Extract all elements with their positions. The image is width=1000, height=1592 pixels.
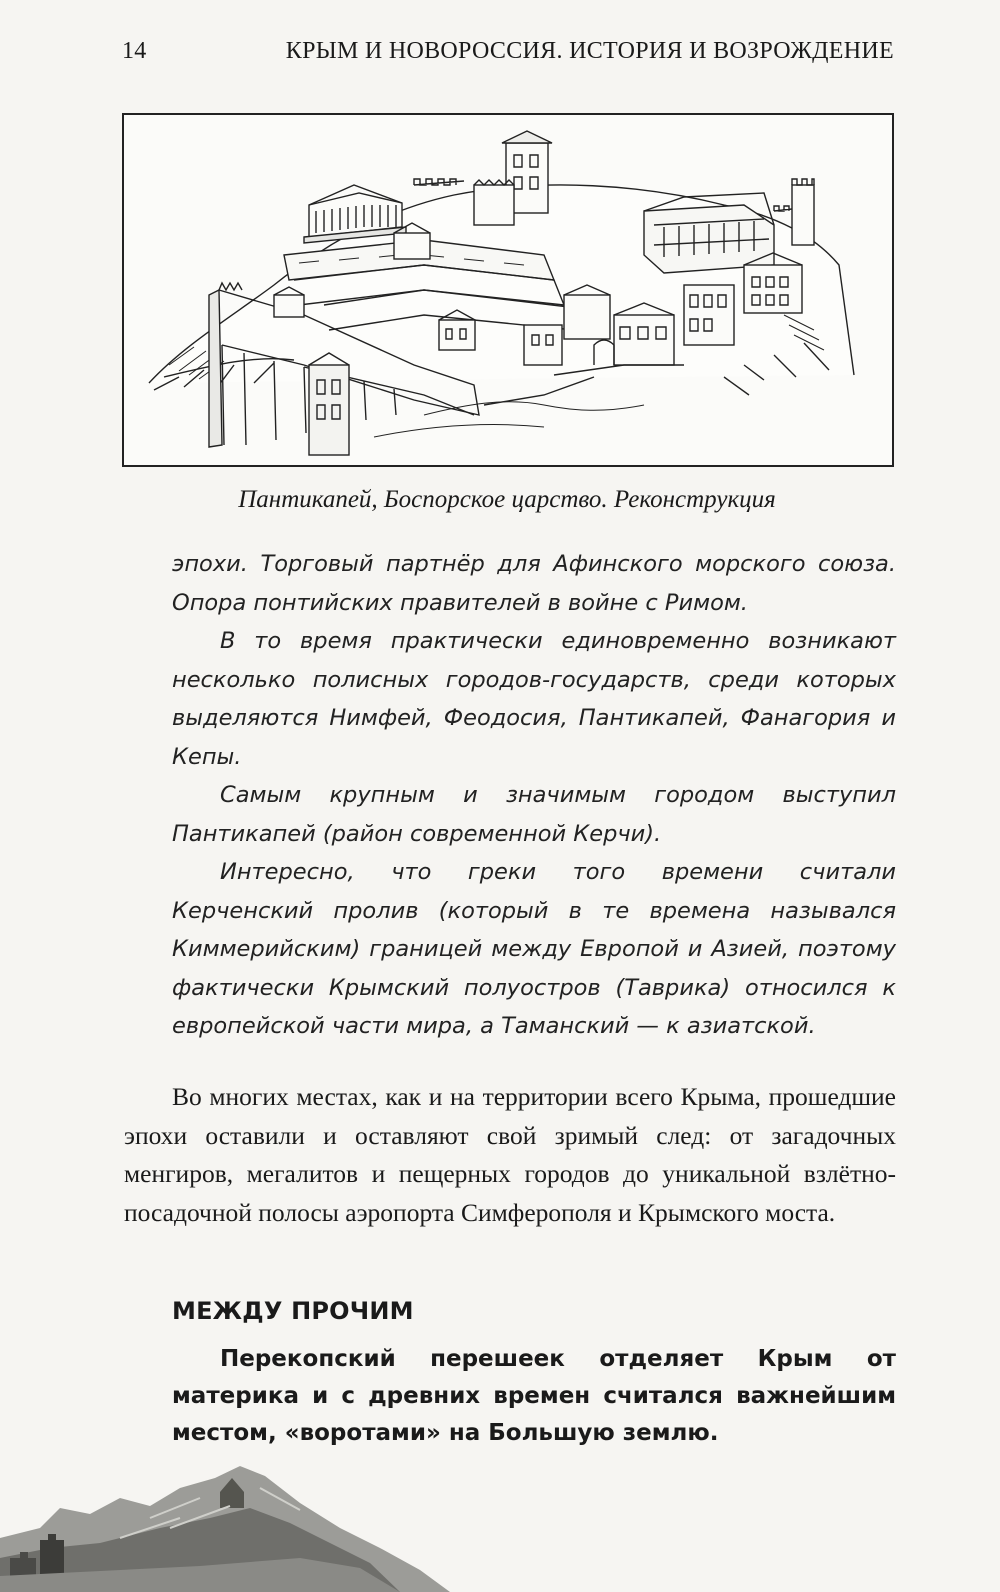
body-paragraph: Во многих местах, как и на территории всего Крыма, прошедшие эпохи оставили и оставляют свой зримый след: от загадочных менгиров, мегалитов и пещерных городов до уникальной взлётно-посадочной полосы аэропорта Симферополя и Крымского моста.	[124, 1082, 896, 1227]
page-number: 14	[122, 38, 147, 64]
page-header	[122, 38, 894, 72]
panticapaeum-reconstruction-illustration	[122, 113, 894, 467]
insert-paragraph: эпохи. Торговый партнёр для Афинского морского союза. Опора понтийских правителей в войне с Римом.	[172, 551, 896, 616]
ancient-city-drawing	[124, 115, 892, 465]
insert-paragraph: Интересно, что греки того времени считали Керченский пролив (который в те времена назывался Киммерийским) границей между Европой и Азией, поэтому фактически Крымский полуостров (Таврика) относился к европейской части мира, а Таманский — к азиатской.	[172, 859, 896, 1039]
running-title: КРЫМ И НОВОРОССИЯ. ИСТОРИЯ И ВОЗРОЖДЕНИЕ	[285, 38, 894, 64]
note-block	[172, 1341, 896, 1452]
note-paragraph: Перекопский перешеек отделяет Крым от материка и с древних времен считался важнейшим местом, «воротами» на Большую землю.	[172, 1346, 896, 1446]
italic-insert-block	[172, 545, 896, 1046]
figure-caption: Пантикапей, Боспорское царство. Реконструкция	[238, 486, 776, 513]
insert-paragraph: Самым крупным и значимым городом выступил Пантикапей (район современной Керчи).	[172, 782, 896, 847]
body-text	[124, 1078, 896, 1232]
fortress-landscape-illustration	[0, 1448, 1000, 1592]
insert-paragraph: В то время практически единовременно возникают несколько полисных городов-государств, среди которых выделяются Нимфей, Феодосия, Пантикапей, Фанагория и Кепы.	[172, 628, 896, 770]
note-heading: МЕЖДУ ПРОЧИМ	[172, 1297, 414, 1325]
